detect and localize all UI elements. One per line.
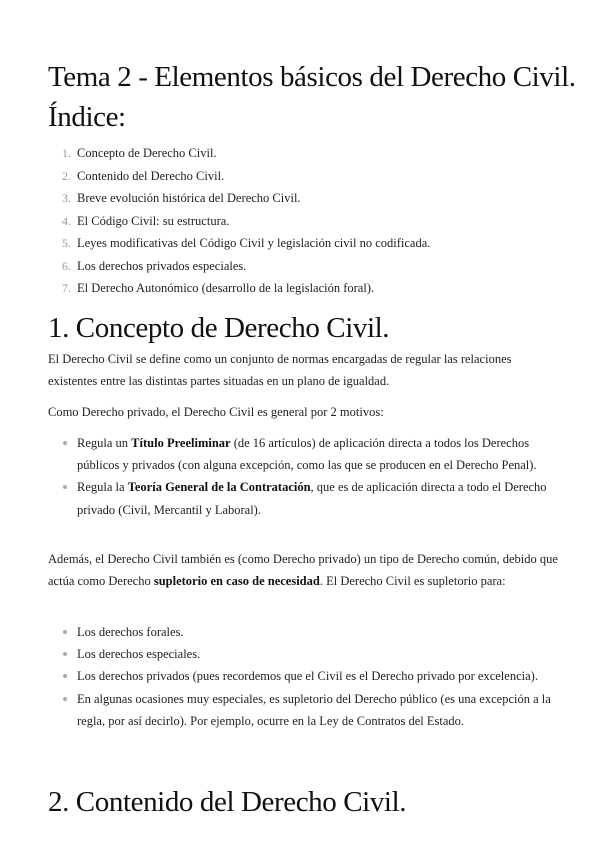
bullet-icon [63,674,67,678]
list-item: Regula un Título Preeliminar (de 16 artículos) de aplicación directa a todos los Derechos públicos y privados (con alguna excepción, como las que se producen en el Derecho Penal). [48,432,558,476]
toc-item [48,187,558,210]
bold-term: Teoría General de la Contratación [127,480,311,495]
bullet-icon [63,630,67,634]
section-2-heading: 2. Contenido del Derecho Civil. [48,786,407,818]
toc-text: El Código Civil: su estructura. [77,213,230,228]
list-item: Los derechos privados (pues recordemos que el Civil es el Derecho privado por excelencia). [48,665,558,687]
bullet-icon [63,485,67,489]
toc-number: 3. [62,191,71,205]
bold-term: supletorio en caso de necesidad [153,574,320,589]
toc-number: 1. [62,146,71,160]
toc-text: Leyes modificativas del Código Civil y legislación civil no codificada. [77,236,431,250]
section-1-supletorio-paragraph: Además, el Derecho Civil también es (como Derecho privado) un tipo de Derecho común, debido que actúa como Derecho supletorio en caso de necesidad. El Derecho Civil es supletorio para: [48,552,558,589]
section-1-intro: Como Derecho privado, el Derecho Civil es general por 2 motivos: [48,405,384,419]
section-1-heading: 1. Concepto de Derecho Civil. [48,312,390,344]
toc-text: El Derecho Autonómico (desarrollo de la legislación foral). [77,281,375,295]
index-heading: Índice: [48,101,126,133]
bullet-icon [63,441,67,445]
toc-item [48,277,558,300]
toc-item [48,210,558,233]
toc-item [48,142,558,165]
toc-text: Contenido del Derecho Civil. [77,168,225,183]
bullet-icon [63,697,67,701]
toc-number: 6. [62,258,71,273]
bullet-icon [63,652,67,656]
toc-number: 5. [62,236,71,250]
toc-item [48,255,558,278]
document-title: Tema 2 - Elementos básicos del Derecho Civil. [48,61,576,93]
list-item: Regula la Teoría General de la Contratación, que es de aplicación directa a todo el Derecho privado (Civil, Mercantil y Laboral). [48,476,558,520]
toc-text: Breve evolución histórica del Derecho Civil. [77,191,301,205]
toc-number: 4. [62,213,71,228]
list-item: Los derechos especiales. [48,643,558,665]
toc-text: Concepto de Derecho Civil. [77,146,217,160]
supletorio-list [48,621,558,732]
toc-number: 2. [62,168,71,183]
toc-number: 7. [62,281,71,295]
toc-item [48,232,558,255]
section-1-definition: El Derecho Civil se define como un conjunto de normas encargadas de regular las relaciones existentes entre las distintas partes situadas en un plano de igualdad. [48,352,512,389]
motivos-list [48,432,558,521]
toc-text: Los derechos privados especiales. [77,258,247,273]
table-of-contents [48,142,558,300]
toc-item [48,165,558,188]
bold-term: Título Preeliminar [131,436,231,450]
list-item: Los derechos forales. [48,621,558,643]
list-item: En algunas ocasiones muy especiales, es supletorio del Derecho público (es una excepción a la regla, por así decirlo). Por ejemplo, ocurre en la Ley de Contratos del Estado. [48,688,558,732]
